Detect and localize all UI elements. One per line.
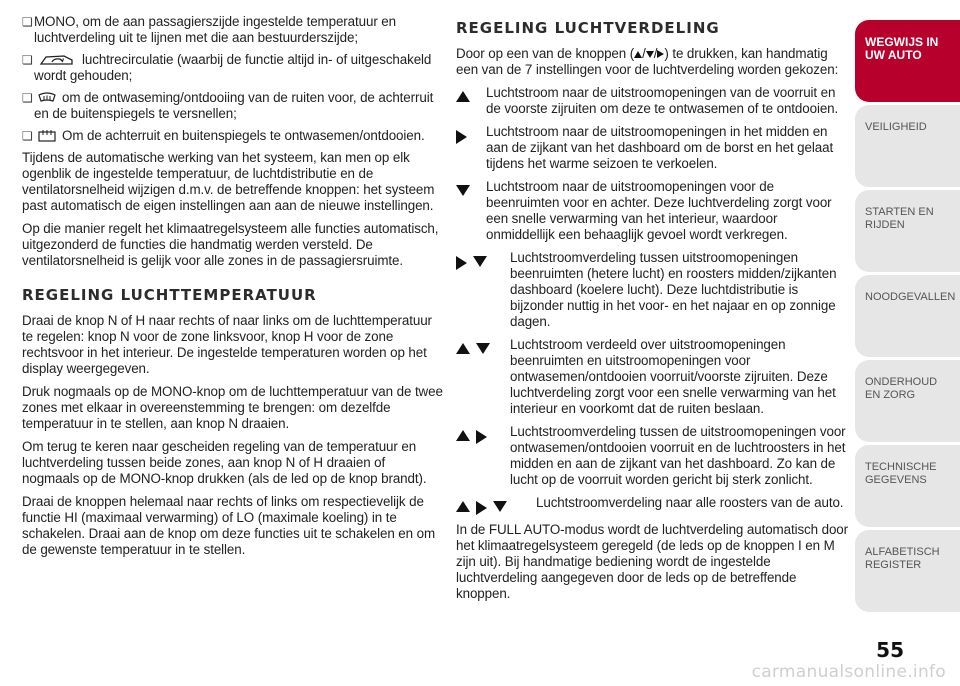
bullet-text: om de ontwaseming/ontdooiing van de ruiten voor, de achterruit en de buitenspiegels te versnellen;	[34, 90, 434, 121]
arrow-up-icon	[456, 430, 470, 441]
distribution-item-all: Luchtstroomverdeling naar alle roosters van de auto.	[456, 495, 848, 515]
page-number: 55	[876, 638, 904, 662]
paragraph: Draai de knoppen helemaal naar rechts of links om respectievelijk de functie HI (maximaal verwarming) of LO (maximale koeling) in te schakelen. Draai aan de knop om deze functies uit te schakelen en om de gewenste temperatuur in te stellen.	[22, 494, 436, 557]
chapter-tabs	[855, 20, 960, 615]
tab-noodgevallen[interactable]: NOODGEVALLEN	[855, 275, 960, 357]
paragraph: Druk nogmaals op de MONO-knop om de luchttemperatuur van de twee zones met elkaar in overeenstemming te brengen: om dezelfde temperatuur in te stellen, aan knop N draaien.	[22, 384, 443, 431]
distribution-item-footwell: Luchtstroom naar de uitstroomopeningen voor de beenruimten voor en achter. Deze luchtverdeling zorgt voor een snelle verwarming van het interieur, waardoor onmiddellijk een behaaglijk gevoel wordt verkregen.	[456, 179, 848, 243]
intro-paragraph: Door op een van de knoppen ( / / ) te drukken, kan handmatig een van de 7 instellingen voor de luchtverdeling worden gekozen:	[456, 46, 839, 77]
arrow-down-icon	[473, 256, 487, 267]
paragraph: Draai de knop N of H naar rechts of naar links om de luchttemperatuur te regelen: knop N voor de zone linksvoor, knop H voor de zone rechtsvoor in het interieur. De ingestelde temperaturen worden op het display weergegeven.	[22, 313, 432, 376]
arrow-up-icon	[456, 91, 470, 102]
checkbox-bullet-icon: ❏	[22, 129, 33, 143]
section-heading-distribution: REGELING LUCHTVERDELING	[456, 19, 720, 37]
distribution-item-footwell-dashboard: Luchtstroomverdeling tussen uitstroomopeningen beenruimten (hetere lucht) en roosters midden/zijkanten dashboard (koelere lucht). Deze luchtdistributie is bijzonder nuttig in het voor- en het najaar en op zonnige dagen.	[456, 250, 848, 330]
tab-starten-en-rijden[interactable]: STARTEN EN RIJDEN	[855, 190, 960, 272]
distribution-item-footwell-windshield: Luchtstroom verdeeld over uitstroomopeningen beenruimten en uitstroomopeningen voor ontwasemen/ontdooien voorruit/voorste zijruiten. Deze luchtverdeling zorgt voor een snelle verwarming van het interieur en voorkomt dat de ruiten beslaan.	[456, 337, 848, 417]
watermark: carmanualsonline.info	[751, 662, 946, 682]
right-column	[456, 14, 848, 609]
arrow-right-icon	[476, 430, 487, 444]
bullet-defog	[22, 90, 444, 122]
bullet-mono	[22, 14, 444, 46]
windshield-defrost-icon	[38, 91, 56, 105]
arrow-up-icon	[456, 343, 470, 354]
paragraph: Op die manier regelt het klimaatregelsysteem alle functies automatisch, uitgezonderd de functies die handmatig werden versteld. De ventilatorsnelheid is gelijk voor alle zones in de passagiersruimte.	[22, 221, 439, 268]
rear-window-defrost-icon	[38, 129, 56, 143]
tab-veiligheid[interactable]: VEILIGHEID	[855, 105, 960, 187]
checkbox-bullet-icon: ❏	[22, 15, 33, 29]
distribution-item-windshield: Luchtstroom naar de uitstroomopeningen van de voorruit en de voorste zijruiten om deze te ontwasemen of te ontdooien.	[456, 85, 848, 117]
paragraph: In de FULL AUTO-modus wordt de luchtverdeling automatisch door het klimaatregelsysteem geregeld (de leds op de knoppen I en M zijn uit). Bij handmatige bediening wordt de ingestelde luchtverdeling aangegeven door de leds op de betreffende knoppen.	[456, 522, 849, 601]
tab-technische-gegevens[interactable]: TECHNISCHE GEGEVENS	[855, 445, 960, 527]
arrow-down-icon	[493, 501, 507, 512]
arrow-down-icon	[646, 51, 654, 58]
arrow-up-icon	[634, 51, 642, 58]
bullet-text: MONO, om de aan passagierszijde ingestelde temperatuur en luchtverdeling uit te lijnen met die aan bestuurderszijde;	[34, 14, 396, 45]
arrow-up-icon	[456, 501, 470, 512]
recirculation-icon	[38, 53, 76, 67]
arrow-right-icon	[456, 256, 467, 270]
checkbox-bullet-icon: ❏	[22, 53, 33, 67]
arrow-down-icon	[476, 343, 490, 354]
arrow-right-icon	[456, 130, 467, 144]
bullet-text: Om de achterruit en buitenspiegels te ontwasemen/ontdooien.	[62, 128, 425, 143]
tab-alfabetisch-register[interactable]: ALFABETISCH REGISTER	[855, 530, 960, 612]
left-column	[22, 14, 444, 565]
tab-onderhoud-en-zorg[interactable]: ONDERHOUD EN ZORG	[855, 360, 960, 442]
paragraph: Tijdens de automatische werking van het systeem, kan men op elk ogenblik de ingestelde temperatuur, de luchtdistributie en de ventilatorsnelheid wijzigen d.m.v. de betreffende knoppen: het systeem past automatisch de eigen instellingen aan aan de nieuwe instellingen.	[22, 150, 435, 213]
bullet-rear-defrost	[22, 128, 444, 144]
arrow-right-icon	[476, 501, 487, 515]
bullet-recirculation	[22, 52, 444, 84]
distribution-item-dashboard: Luchtstroom naar de uitstroomopeningen in het midden en aan de zijkant van het dashboard om de borst en het gelaat tijdens het warme seizoen te verkoelen.	[456, 124, 848, 172]
arrow-down-icon	[456, 185, 470, 196]
section-heading-temperature: REGELING LUCHTTEMPERATUUR	[22, 286, 317, 304]
checkbox-bullet-icon: ❏	[22, 91, 33, 105]
distribution-item-windshield-dashboard: Luchtstroomverdeling tussen de uitstroomopeningen voor ontwasemen/ontdooien voorruit en de luchtroosters in het midden en aan de zijkant van het dashboard. Zo kan de lucht op de voorruit worden gericht bij sterk zonlicht.	[456, 424, 848, 488]
paragraph: Om terug te keren naar gescheiden regeling van de temperatuur en luchtverdeling tussen beide zones, aan knop N of H draaien of nogmaals op de MONO-knop drukken (als de led op de knop brandt).	[22, 439, 427, 486]
bullet-text: luchtrecirculatie (waarbij de functie altijd in- of uitgeschakeld wordt gehouden;	[34, 52, 432, 83]
tab-wegwijs[interactable]: WEGWIJS IN UW AUTO	[855, 20, 960, 102]
